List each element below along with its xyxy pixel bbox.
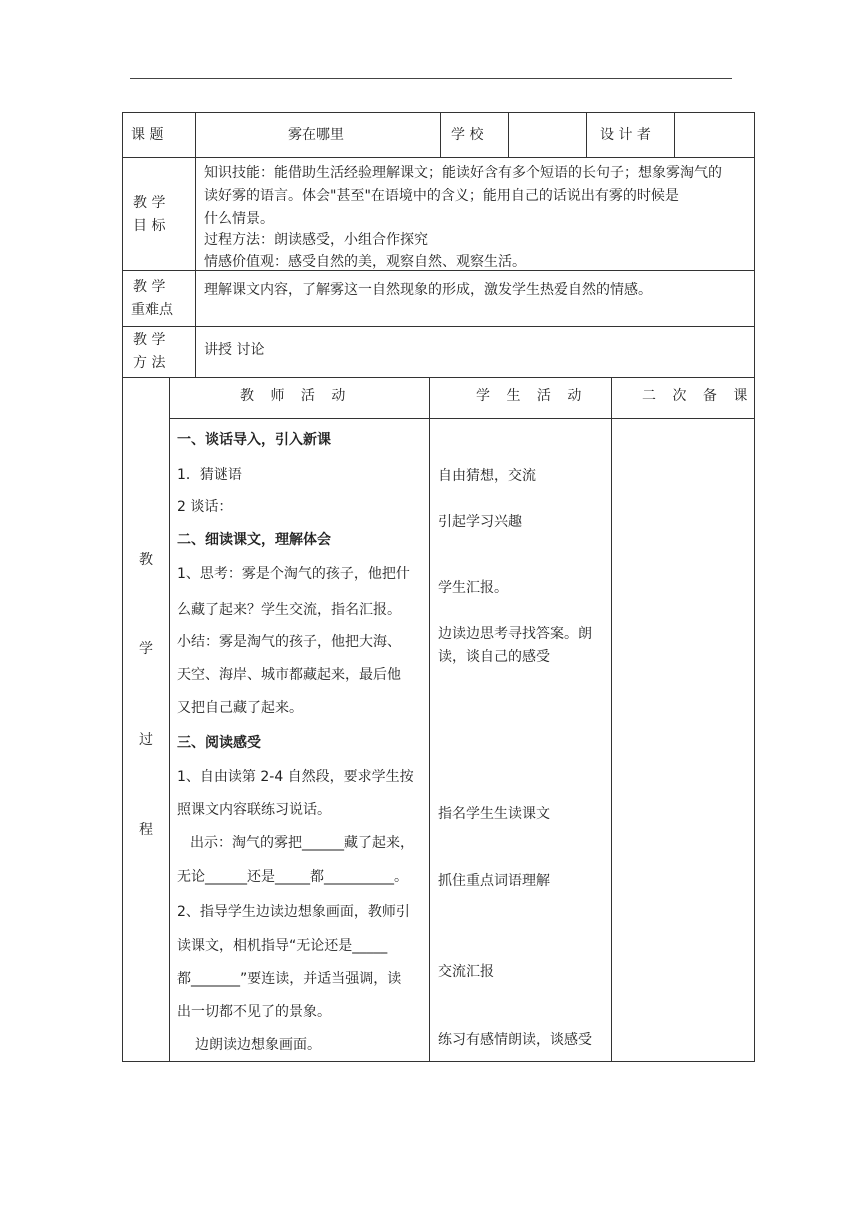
student-line: 学生汇报。 — [438, 580, 508, 596]
goals-line: 过程方法：朗读感受，小组合作探究 — [204, 232, 428, 248]
difficulty-label-line2: 重难点 — [131, 302, 173, 318]
teacher-line: 又把自己藏了起来。 — [177, 700, 303, 716]
goals-label-line2: 目 标 — [133, 218, 166, 234]
teacher-line: 1、自由读第 2-4 自然段，要求学生按 — [177, 769, 414, 785]
difficulty-label-line1: 教 学 — [133, 279, 166, 295]
teacher-line: 2、指导学生边读边想象画面，教师引 — [177, 904, 410, 920]
student-line: 指名学生生读课文 — [438, 806, 550, 822]
method-label-line1: 教 学 — [133, 332, 166, 348]
notes-column — [612, 419, 754, 1061]
process-side-label-4: 程 — [139, 822, 153, 838]
teacher-line: 二、细读课文，理解体会 — [177, 532, 331, 548]
teacher-line: 三、阅读感受 — [177, 735, 261, 751]
method-text: 讲授 讨论 — [204, 342, 265, 358]
teacher-line: 么藏了起来？学生交流，指名汇报。 — [177, 602, 401, 618]
teacher-line: 2 谈话： — [177, 499, 233, 515]
goals-line: 知识技能：能借助生活经验理解课文；能读好含有多个短语的长句子；想象雾淘气的 — [204, 165, 722, 181]
teacher-line: 出一切都不见了的景象。 — [177, 1004, 331, 1020]
goals-line: 情感价值观：感受自然的美，观察自然、观察生活。 — [204, 254, 526, 270]
course-label: 课 题 — [131, 127, 164, 143]
teacher-line: 天空、海岸、城市都藏起来，最后他 — [177, 667, 401, 683]
process-side-label-3: 过 — [139, 732, 153, 748]
process-side-label-2: 学 — [139, 641, 153, 657]
col-header-teacher: 教 师 活 动 — [240, 388, 352, 404]
process-side-label-1: 教 — [139, 552, 153, 568]
goals-text — [204, 158, 754, 270]
teacher-line: 出示：淘气的雾把______藏了起来， — [190, 835, 414, 851]
teacher-line: 无论______还是_____都__________。 — [177, 869, 408, 885]
teacher-line: 读课文，相机指导“无论还是_____ — [177, 938, 388, 954]
method-label-line2: 方 法 — [133, 355, 166, 371]
student-activity — [438, 419, 610, 1061]
col-header-student: 学 生 活 动 — [476, 388, 588, 404]
goals-line: 读好雾的语言。体会"甚至"在语境中的含义；能用自己的话说出有雾的时候是 — [204, 188, 679, 204]
goals-line: 什么情景。 — [204, 211, 274, 227]
teacher-activity — [177, 419, 428, 1061]
student-line: 交流汇报 — [438, 964, 494, 980]
difficulty-text: 理解课文内容，了解雾这一自然现象的形成，激发学生热爱自然的情感。 — [204, 282, 652, 298]
teacher-line: 1．猜谜语 — [177, 467, 242, 483]
teacher-line: 照课文内容联练习说话。 — [177, 802, 331, 818]
course-title: 雾在哪里 — [288, 127, 344, 143]
school-label: 学 校 — [451, 127, 484, 143]
student-line: 读，谈自己的感受 — [438, 649, 550, 665]
col-header-notes: 二 次 备 课 — [642, 388, 754, 404]
student-line: 自由猜想，交流 — [438, 468, 536, 484]
teacher-line: 都_______”要连读，并适当强调，读 — [177, 971, 402, 987]
student-line: 抓住重点词语理解 — [438, 873, 550, 889]
teacher-line: 边朗读边想象画面。 — [195, 1037, 321, 1053]
student-line: 边读边思考寻找答案。朗 — [438, 626, 592, 642]
designer-label: 设 计 者 — [600, 127, 651, 143]
teacher-line: 1、思考：雾是个淘气的孩子，他把什 — [177, 566, 410, 582]
teacher-line: 一、谈话导入，引入新课 — [177, 432, 331, 448]
top-rule — [130, 78, 732, 79]
goals-label-line1: 教 学 — [133, 195, 166, 211]
student-line: 练习有感情朗读，谈感受 — [438, 1032, 592, 1048]
teacher-line: 小结：雾是淘气的孩子，他把大海、 — [177, 634, 401, 650]
student-line: 引起学习兴趣 — [438, 514, 522, 530]
